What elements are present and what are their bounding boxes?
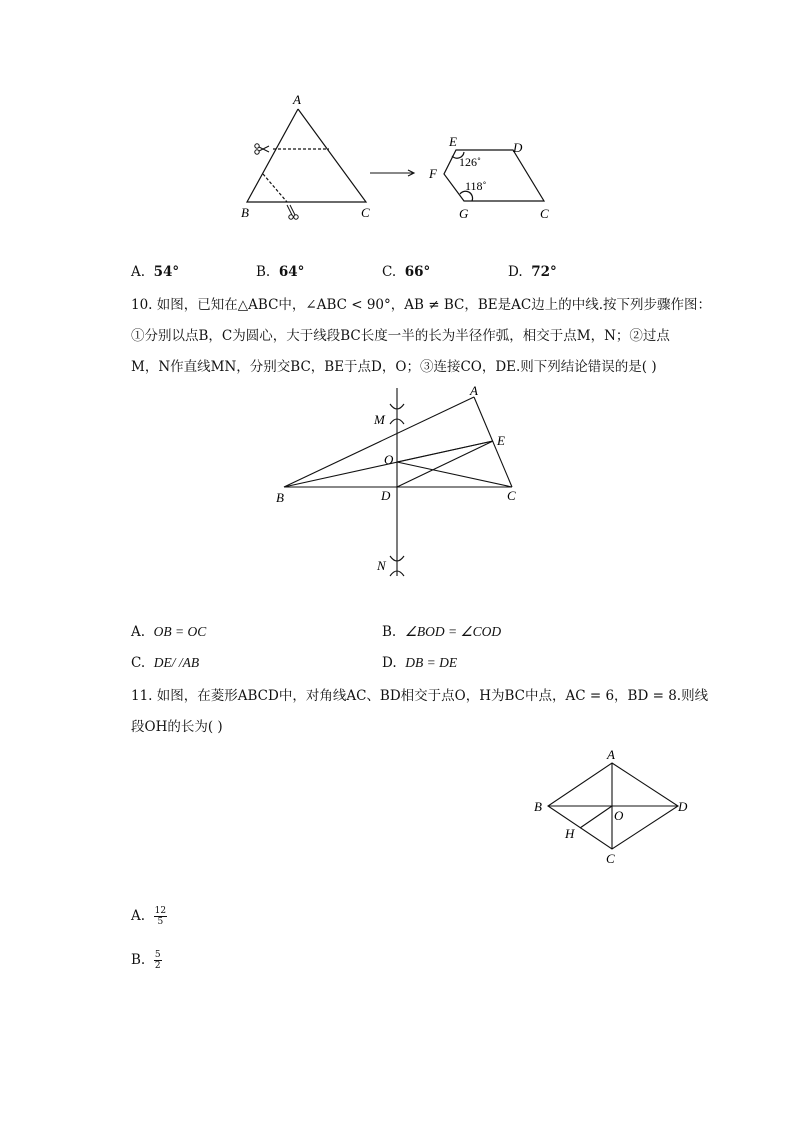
label-D: D: [678, 799, 688, 814]
line-CO: [397, 462, 512, 487]
option-value: ∠BOD = ∠COD: [404, 624, 502, 639]
q10-line3: M，N作直线MN，分别交BC，BE于点D，O；③连接CO，DE.则下列结论错误的是( ): [131, 359, 657, 375]
q11-option-b[interactable]: [131, 950, 162, 971]
label-C2: C: [540, 206, 549, 221]
option-letter: C.: [382, 264, 397, 280]
q10-option-c[interactable]: [131, 655, 199, 671]
denominator: 5: [157, 917, 164, 927]
label-A: A: [607, 747, 615, 762]
fraction: [154, 950, 162, 971]
label-E: E: [497, 433, 505, 448]
option-value: 64°: [278, 264, 305, 280]
q10-option-d[interactable]: [382, 655, 457, 671]
scissors-icon: [255, 144, 269, 154]
q9-option-d[interactable]: [508, 264, 557, 280]
segment-OH: [580, 806, 612, 828]
option-value: OB = OC: [153, 624, 207, 639]
label-B: B: [276, 490, 284, 505]
q10-option-b[interactable]: [382, 624, 501, 640]
q10-option-a[interactable]: [131, 624, 206, 640]
q11-line2: 段OH的长为( ): [131, 719, 223, 735]
option-value: 72°: [531, 264, 557, 280]
label-D: D: [513, 140, 523, 155]
q9-option-c[interactable]: [382, 264, 430, 280]
side-AC: [474, 397, 512, 487]
q9-left-triangle: [247, 109, 366, 202]
side-AB: [284, 397, 474, 487]
label-C: C: [606, 851, 615, 866]
option-letter: B.: [382, 624, 397, 640]
arrow-right-icon: [370, 170, 414, 176]
label-C: C: [361, 205, 370, 220]
option-letter: B.: [256, 264, 271, 280]
label-B: B: [534, 799, 542, 814]
label-O: O: [614, 808, 624, 823]
fraction: [154, 906, 167, 927]
angle-126: 126˚: [459, 155, 481, 169]
angle-118: 118˚: [465, 179, 487, 193]
label-D: D: [381, 488, 391, 503]
q10-line2: ①分别以点B，C为圆心，大于线段BC长度一半的长为半径作弧，相交于点M，N；②过点: [131, 328, 670, 344]
label-F: F: [429, 166, 437, 181]
q10-line1: 10. 如图，已知在△ABC中，∠ABC < 90°，AB ≠ BC，BE是AC边上的中线.按下列步骤作图：: [131, 297, 711, 313]
q9-option-a[interactable]: [131, 264, 179, 280]
label-H: H: [565, 826, 575, 841]
q9-option-b[interactable]: [256, 264, 304, 280]
label-B: B: [241, 205, 249, 220]
option-letter: A.: [131, 264, 146, 280]
numerator: 5: [154, 950, 161, 960]
label-E: E: [449, 134, 457, 149]
label-G: G: [459, 206, 469, 221]
option-letter: D.: [508, 264, 523, 280]
option-letter: C.: [131, 655, 146, 671]
q11-line1: 11. 如图，在菱形ABCD中，对角线AC、BD相交于点O，H为BC中点，AC = 6，BD = 8.则线: [131, 688, 709, 704]
label-M: M: [374, 412, 385, 427]
option-value: DE/ /AB: [153, 655, 200, 670]
q10-figure: [270, 380, 530, 580]
label-A: A: [293, 92, 301, 107]
option-letter: B.: [131, 952, 146, 968]
option-letter: A.: [131, 908, 146, 924]
label-N: N: [377, 558, 386, 573]
label-C: C: [507, 488, 516, 503]
line-OE: [397, 441, 493, 462]
q11-figure: [528, 742, 698, 868]
option-value: 66°: [404, 264, 431, 280]
denominator: 2: [154, 961, 161, 971]
option-letter: D.: [382, 655, 397, 671]
label-O: O: [384, 452, 394, 467]
q11-option-a[interactable]: [131, 906, 167, 927]
option-letter: A.: [131, 624, 146, 640]
label-A: A: [470, 383, 478, 398]
numerator: 12: [154, 906, 167, 916]
scissors-icon: [287, 205, 298, 219]
option-value: 54°: [153, 264, 180, 280]
q9-figure: [230, 90, 570, 230]
option-value: DB = DE: [405, 655, 458, 670]
